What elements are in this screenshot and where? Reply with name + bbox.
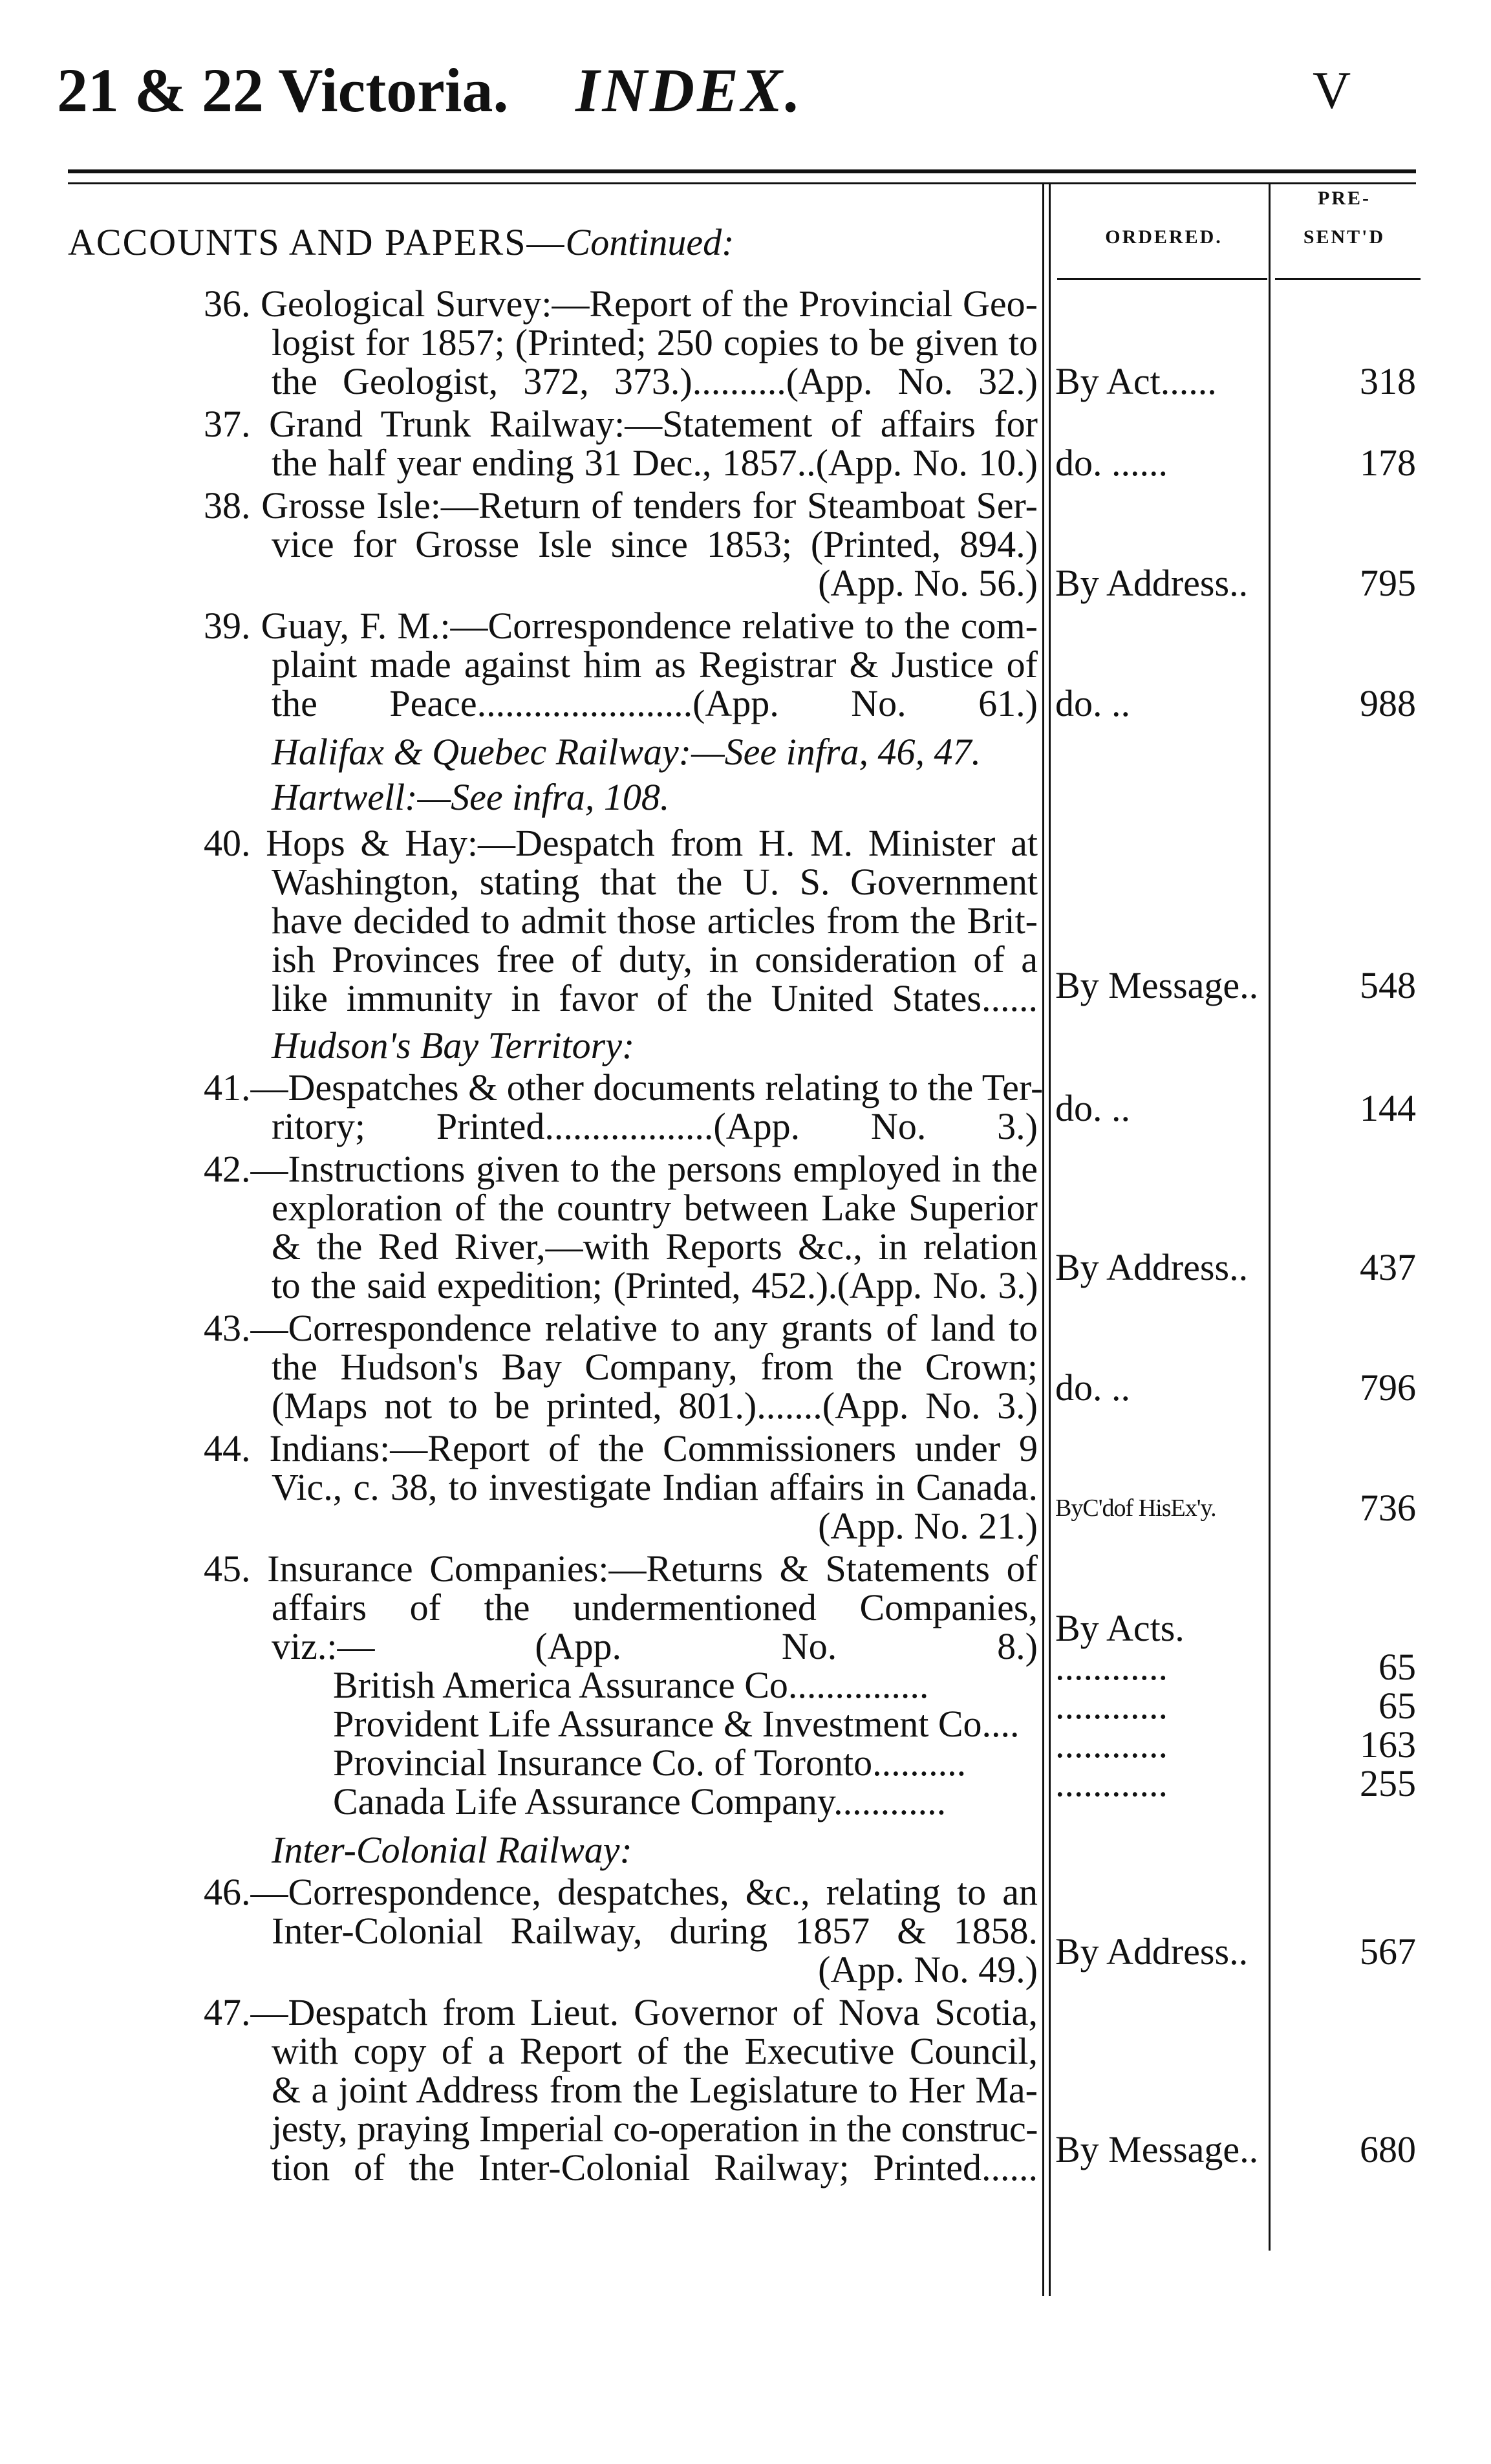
presented-cell: 548 [1360, 964, 1416, 1006]
entry-line: Inter-Colonial Railway, during 1857 & 1858. [272, 1910, 1038, 1952]
presented-cell: 680 [1360, 2128, 1416, 2170]
entry-line: & the Red River,—with Reports &c., in relation [272, 1226, 1038, 1268]
company-line: Canada Life Assurance Company............ [333, 1780, 947, 1822]
entry-line: the Peace.......................(App. No. 61.) [272, 682, 1038, 724]
entry-line: the Geologist, 372, 373.)..........(App. No. 32.) [272, 360, 1038, 402]
ordered-cell: By Message.. [1055, 2128, 1259, 2170]
column-divider-3 [1269, 184, 1271, 2251]
company-line: Provincial Insurance Co. of Toronto.......... [333, 1742, 967, 1784]
subheading: Hudson's Bay Territory: [272, 1024, 635, 1066]
entry-line: Vic., c. 38, to investigate Indian affairs in Canada. [272, 1466, 1038, 1508]
entry-line: 38. Grosse Isle:—Return of tenders for Steamboat Ser- [204, 484, 1038, 526]
ordered-cell: By Acts. [1055, 1607, 1185, 1649]
ordered-cell: ............ [1055, 1685, 1168, 1727]
ordered-cell: ............ [1055, 1646, 1168, 1688]
presented-cell: 988 [1360, 682, 1416, 724]
presented-cell: 567 [1360, 1930, 1416, 1972]
entry-line: to the said expedition; (Printed, 452.).(App. No. 3.) [272, 1264, 1038, 1306]
entry-line: 41.—Despatches & other documents relating to the Ter- [204, 1066, 1044, 1108]
presented-cell: 255 [1360, 1762, 1416, 1804]
ordered-cell: do. ...... [1055, 442, 1168, 484]
ordered-cell: ByC'dof HisEx'y. [1055, 1495, 1216, 1522]
ordered-header-rule [1057, 278, 1267, 280]
entry-line: ish Provinces free of duty, in consideration of a [272, 938, 1038, 980]
presented-cell: 318 [1360, 360, 1416, 402]
column-divider-1 [1042, 184, 1044, 2296]
entry-line: 45. Insurance Companies:—Returns & Statements of [204, 1548, 1038, 1590]
ordered-cell: By Address.. [1055, 1930, 1249, 1972]
entry-line: 43.—Correspondence relative to any grants of land to [204, 1307, 1038, 1349]
cross-reference: Halifax & Quebec Railway:—See infra, 46, 47. [272, 731, 981, 773]
entry-line: (App. No. 56.) [818, 562, 1038, 604]
entry-line: Washington, stating that the U. S. Government [272, 861, 1038, 903]
entry-line: (Maps not to be printed, 801.).......(App. No. 3.) [272, 1385, 1038, 1427]
entry-line: ritory; Printed..................(App. No. 3.) [272, 1105, 1038, 1147]
entry-line: have decided to admit those articles from the Brit- [272, 900, 1038, 942]
running-head-session: 21 & 22 Victoria. [57, 56, 509, 125]
ordered-cell: do. .. [1055, 1367, 1130, 1409]
presented-cell: 795 [1360, 562, 1416, 604]
subheading: Inter-Colonial Railway: [272, 1829, 632, 1871]
entry-line: vice for Grosse Isle since 1853; (Printed, 894.) [272, 523, 1038, 565]
cross-reference: Hartwell:—See infra, 108. [272, 776, 670, 818]
section-title: ACCOUNTS AND PAPERS— [68, 221, 566, 263]
entry-line: jesty, praying Imperial co-operation in the construc- [272, 2108, 1038, 2150]
ordered-cell: By Message.. [1055, 964, 1259, 1006]
entry-line: the Hudson's Bay Company, from the Crown; [272, 1346, 1038, 1388]
presented-cell: 796 [1360, 1367, 1416, 1409]
section-heading [68, 200, 1038, 285]
ordered-cell: By Address.. [1055, 1246, 1249, 1288]
company-line: British America Assurance Co............... [333, 1664, 929, 1706]
column-divider-2 [1049, 184, 1051, 2296]
entry-line: 40. Hops & Hay:—Despatch from H. M. Minister at [204, 822, 1038, 864]
running-head-title: INDEX. [575, 56, 804, 125]
entry-line: 47.—Despatch from Lieut. Governor of Nova Scotia, [204, 1991, 1038, 2033]
presented-cell [1275, 1609, 1416, 1648]
entry-line: 42.—Instructions given to the persons employed in the [204, 1148, 1038, 1190]
entry-line: logist for 1857; (Printed; 250 copies to be given to [272, 321, 1038, 363]
ordered-cell: do. .. [1055, 1087, 1130, 1129]
ordered-cell: By Address.. [1055, 562, 1249, 604]
entry-line: 39. Guay, F. M.:—Correspondence relative to the com- [204, 605, 1038, 647]
presented-cell: 178 [1360, 442, 1416, 484]
section-continued: Continued: [565, 221, 735, 263]
company-line: Provident Life Assurance & Investment Co.... [333, 1703, 1020, 1745]
entry-line: with copy of a Report of the Executive Council, [272, 2030, 1038, 2072]
column-header-presented-top: PRE- [1318, 188, 1371, 209]
entry-line: & a joint Address from the Legislature to Her Ma- [272, 2069, 1038, 2111]
entry-line: affairs of the undermentioned Companies, [272, 1586, 1038, 1628]
entry-line: 36. Geological Survey:—Report of the Provincial Geo- [204, 283, 1038, 325]
entry-line: tion of the Inter-Colonial Railway; Printed...... [272, 2146, 1038, 2188]
entry-line: plaint made against him as Registrar & Justice of [272, 643, 1038, 686]
ordered-cell: ............ [1055, 1762, 1168, 1804]
entry-line: like immunity in favor of the United States...... [272, 977, 1038, 1019]
index-body [68, 184, 1044, 2188]
entry-line: viz.:— (App. No. 8.) [272, 1625, 1038, 1667]
presented-cell: 163 [1360, 1724, 1416, 1766]
page-number: V [1313, 61, 1351, 120]
presented-cell: 144 [1360, 1087, 1416, 1129]
presented-cell: 65 [1378, 1685, 1416, 1727]
ordered-cell: By Act...... [1055, 360, 1217, 402]
entry-line: the half year ending 31 Dec., 1857..(App. No. 10.) [272, 442, 1038, 484]
entry-line: (App. No. 49.) [818, 1949, 1038, 1991]
entry-line: 44. Indians:—Report of the Commissioners under 9 [204, 1427, 1038, 1469]
entry-line: 37. Grand Trunk Railway:—Statement of affairs for [204, 403, 1038, 445]
column-header-ordered: ORDERED. [1105, 226, 1223, 248]
column-header-presented-bottom: SENT'D [1303, 226, 1386, 248]
presented-cell: 65 [1378, 1646, 1416, 1688]
entry-line: exploration of the country between Lake Superior [272, 1187, 1038, 1229]
ordered-cell: ............ [1055, 1724, 1168, 1766]
entry-line: (App. No. 21.) [818, 1505, 1038, 1547]
ordered-cell: do. .. [1055, 682, 1130, 724]
presented-cell: 736 [1360, 1487, 1416, 1529]
header-rule-thick [68, 169, 1416, 173]
presented-header-rule [1275, 278, 1421, 280]
presented-cell: 437 [1360, 1246, 1416, 1288]
entry-line: 46.—Correspondence, despatches, &c., relating to an [204, 1871, 1038, 1913]
